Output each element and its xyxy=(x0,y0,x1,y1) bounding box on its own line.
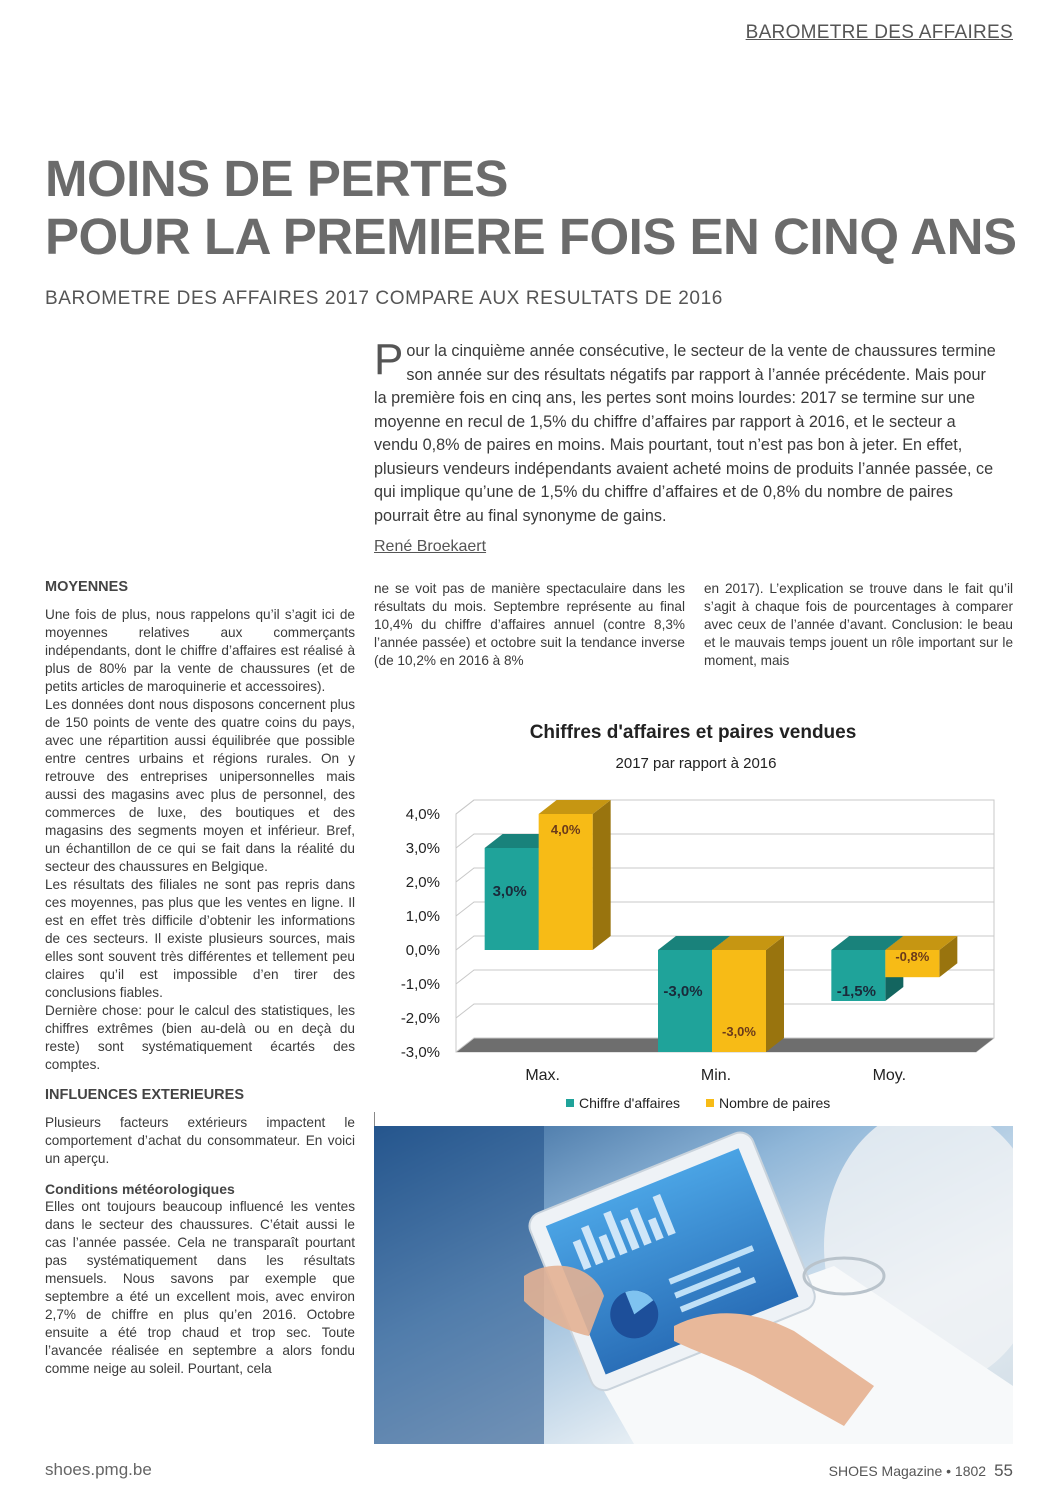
x-tick-label: Max. xyxy=(525,1067,561,1084)
bar-chiffre-d-affaires-min xyxy=(658,950,712,1052)
paragraph: Les résultats des filiales ne sont pas repris dans ces moyennes, pas plus que les ventes en ligne. Il est en effet très difficile d’obtenir les informations de ces secteurs. Il existe plusieurs sources, mais elles sont souvent très différentes et tellement peu claires qu’il est impossible d’en tirer des conclusions fiables. xyxy=(45,877,355,1000)
legend-swatch xyxy=(566,1099,574,1107)
title-line-1: MOINS DE PERTES xyxy=(45,150,508,207)
article-title xyxy=(45,150,1025,266)
bar-chart xyxy=(378,712,1008,1122)
legend-label: Chiffre d'affaires xyxy=(579,1095,680,1111)
y-tick-label: -3,0% xyxy=(400,1044,440,1061)
y-tick-label: 4,0% xyxy=(405,806,440,823)
lead-paragraph xyxy=(374,335,1002,528)
data-label: -0,8% xyxy=(895,949,930,965)
page-number: 55 xyxy=(994,1461,1013,1480)
article-subtitle: BAROMETRE DES AFFAIRES 2017 COMPARE AUX RESULTATS DE 2016 xyxy=(45,288,723,309)
chart-title: Chiffres d'affaires et paires vendues xyxy=(529,722,857,743)
y-tick-label: 2,0% xyxy=(405,874,440,891)
left-column xyxy=(45,578,355,1378)
paragraph: Dernière chose: pour le calcul des statistiques, les chiffres extrêmes (bien au-delà ou en deçà du reste) sont systématiquement écartés des comptes. xyxy=(45,1003,355,1072)
heading-moyennes: MOYENNES xyxy=(45,579,128,595)
x-tick-label: Min. xyxy=(700,1067,732,1084)
y-tick-label: 0,0% xyxy=(405,942,440,959)
data-label: 3,0% xyxy=(492,883,527,900)
middle-column: ne se voit pas de manière spectaculaire dans les résultats du mois. Septembre représente au final 10,4% du chiffre d’affaires annuel (contre 8,3% l’année passée) et octobre suit la tendance inverse (de 10,2% en 2016 à 8% xyxy=(374,581,685,668)
paragraph: Plusieurs facteurs extérieurs impactent le comportement d’achat du consommateur. En voici un aperçu. xyxy=(45,1115,355,1166)
data-label: 4,0% xyxy=(550,822,581,837)
lead-text: our la cinquième année consécutive, le secteur de la vente de chaussures termine son année sur des résultats négatifs par rapport à l’année précédente. Mais pour la première fois en cinq ans, les pertes sont moins lourdes: 2017 se termine sur une moyenne en recul de 1,5% du chiffre d’affaires par rapport à 2016, et le secteur a vendu 0,8% de paires en moins. Mais pourtant, tout n’est pas bon à jeter. En effet, plusieurs vendeurs indépendants avaient acheté moins de produits l’année passée, ce qui implique qu’une de 1,5% du chiffre d’affaires et de 0,8% du nombre de paires pourrait être au final synonyme de gains. xyxy=(374,342,996,525)
heading-conditions: Conditions météorologiques xyxy=(45,1181,235,1197)
data-label: -1,5% xyxy=(836,983,876,1000)
data-label: -3,0% xyxy=(722,1024,756,1039)
paragraph: Une fois de plus, nous rappelons qu’il s’agit ici de moyennes relatives aux commerçants indépendants, dont le chiffre d’affaires est réalisé à plus de 80% par la vente de chaussures (et de petits articles de maroquinerie et accessoires). xyxy=(45,607,355,694)
drop-cap: P xyxy=(374,335,404,384)
website-url[interactable]: shoes.pmg.be xyxy=(45,1460,152,1479)
author-name: René Broekaert xyxy=(374,538,487,555)
heading-influences: INFLUENCES EXTERIEURES xyxy=(45,1087,244,1103)
chart-subtitle: 2017 par rapport à 2016 xyxy=(615,755,777,772)
right-column: en 2017). L’explication se trouve dans le fait qu’il s’agit à chaque fois de pourcentages à comparer avec ceux de l’année d’avant. Conclusion: le beau et le mauvais temps jouent un rôle important sur le moment, mais xyxy=(704,581,1013,668)
title-line-2: POUR LA PREMIERE FOIS EN CINQ ANS xyxy=(45,208,1017,265)
y-tick-label: 3,0% xyxy=(405,840,440,857)
magazine-issue: SHOES Magazine • 1802 xyxy=(828,1463,987,1479)
y-tick-label: 1,0% xyxy=(405,908,440,925)
paragraph: Elles ont toujours beaucoup influencé les ventes dans le secteur des chaussures. C’était aussi le cas l’année passée. Cela ne transparaît pourtant pas systématiquement dans les résultats mensuels. Nous savons par exemple que septembre a été un excellent mois, avec environ 2,7% de chiffre en plus qu’en 2016. Octobre ensuite a été trop chaud et trop sec. Toute l’avancée réalisée en septembre a alors fondu comme neige au soleil. Pourtant, cela xyxy=(45,1199,355,1376)
page-footer xyxy=(829,1461,1013,1481)
y-tick-label: -2,0% xyxy=(400,1010,440,1027)
data-label: -3,0% xyxy=(663,983,703,1000)
y-tick-label: -1,0% xyxy=(400,976,440,993)
x-tick-label: Moy. xyxy=(872,1067,907,1084)
bar-side xyxy=(766,936,784,1052)
paragraph: Les données dont nous disposons concernent plus de 150 points de vente des quatre coins du pays, avec une répartition aussi équilibrée que possible entre centres urbains et régions rurales. On y retrouve des entreprises unipersonnelles mais aussi des magasins avec plus de personnel, des commerces de luxe, des boutiques et des magasins des segments moyen et inférieur. Bref, un échantillon de ce qui se fait dans la réalité du secteur des chaussures en Belgique. xyxy=(45,697,355,874)
section-tag: BAROMETRE DES AFFAIRES xyxy=(745,22,1013,43)
bar-side xyxy=(593,800,611,950)
legend-swatch xyxy=(706,1099,714,1107)
legend-label: Nombre de paires xyxy=(719,1095,831,1111)
tablet-photo xyxy=(374,1126,1013,1444)
